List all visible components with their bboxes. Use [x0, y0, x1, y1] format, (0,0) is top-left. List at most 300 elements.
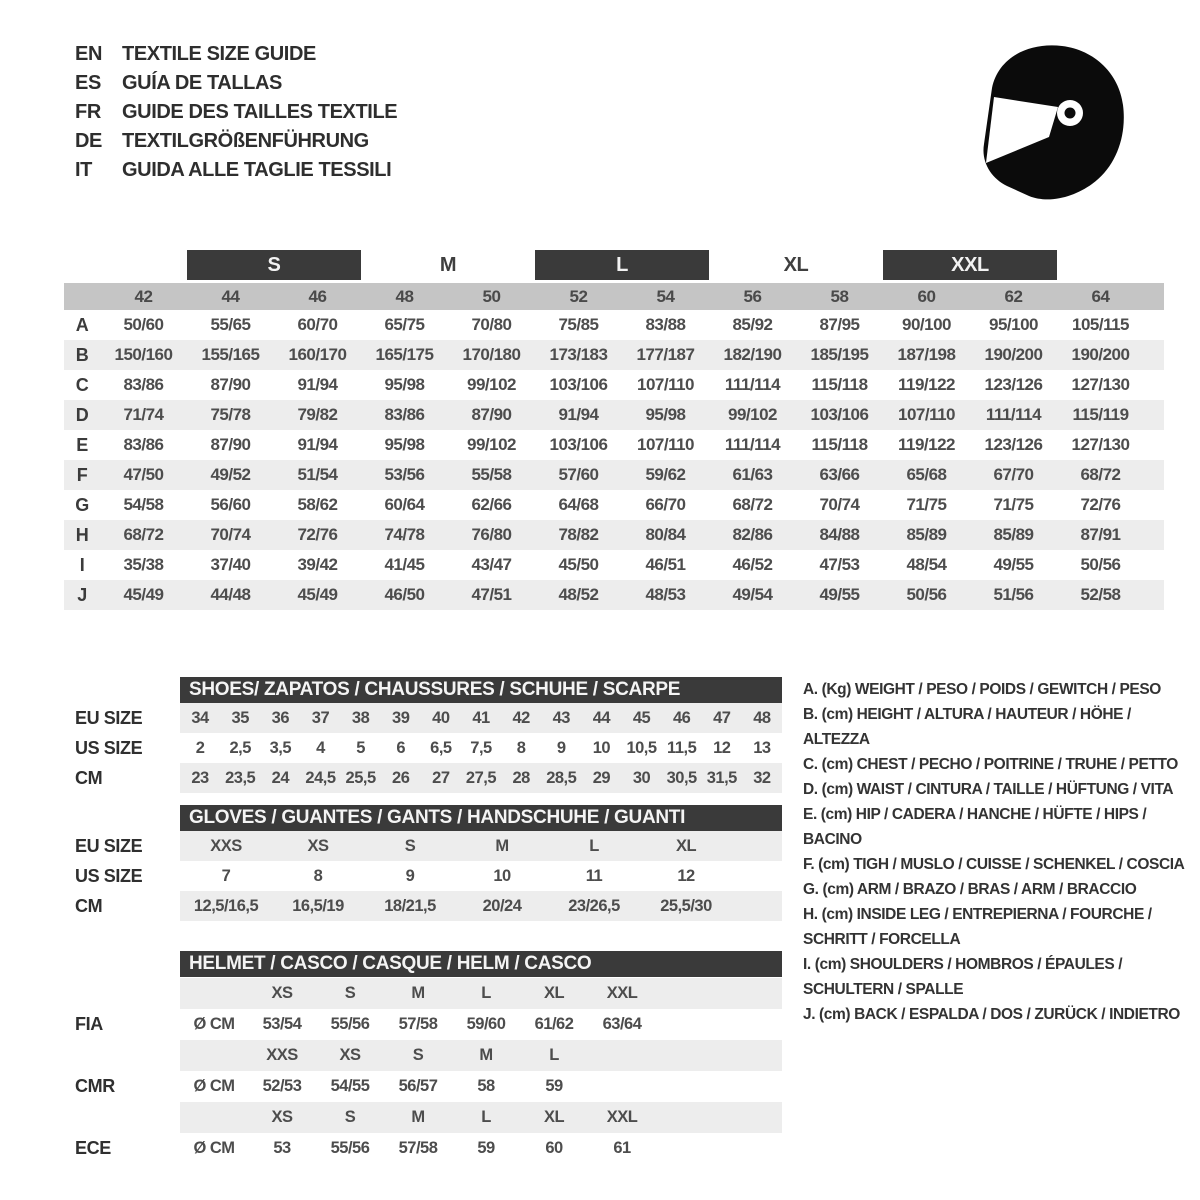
main-size-table	[64, 250, 1164, 610]
table-row-c	[64, 370, 1164, 400]
size-group-header-row	[64, 250, 1164, 280]
size-group-spacer	[64, 250, 187, 280]
table-cell: 165/175	[375, 345, 434, 364]
table-cell: 99/102	[467, 375, 516, 394]
row-letter: G	[75, 494, 89, 515]
size-column-header: 46	[308, 286, 327, 306]
table-cell: 99/102	[728, 405, 777, 424]
table-cell: 68/72	[123, 525, 164, 544]
table-cell: 85/89	[906, 525, 947, 544]
table-row-b	[64, 340, 1164, 370]
language-code: IT	[75, 159, 92, 181]
table-cell: 27	[432, 768, 450, 787]
table-cell: 78/82	[558, 525, 599, 544]
helmet-size-header: S	[412, 1046, 424, 1064]
empty-cell	[180, 1102, 248, 1133]
table-cell: S	[404, 836, 416, 855]
table-cell: 72/76	[1080, 495, 1121, 514]
helmet-values-row-cmr	[180, 1071, 782, 1102]
table-cell: 47/53	[819, 555, 860, 574]
helmet-size-header: XXS	[266, 1046, 298, 1064]
table-cell: 44/48	[210, 585, 251, 604]
table-cell: 54/58	[123, 495, 164, 514]
shoes-us-row	[180, 733, 782, 763]
language-title: TEXTILGRÖßENFÜHRUNG	[122, 130, 369, 152]
row-letter: C	[75, 374, 89, 395]
table-cell: 75/78	[210, 405, 251, 424]
table-cell: 5	[356, 738, 365, 757]
table-cell: 24,5	[305, 768, 336, 787]
helmet-size-header: XS	[271, 984, 293, 1002]
table-cell: 76/80	[471, 525, 512, 544]
table-cell: 44	[592, 708, 611, 727]
helmet-fia-label: FIA	[75, 1014, 103, 1034]
table-cell: 70/74	[210, 525, 251, 544]
gloves-eu-size-label: EU SIZE	[75, 835, 143, 856]
table-cell: 6	[396, 738, 406, 757]
table-cell: 61/63	[732, 465, 773, 484]
table-cell: 150/160	[114, 345, 173, 364]
table-cell: 71/74	[123, 405, 164, 424]
diameter-unit-cell: Ø CM	[193, 1077, 235, 1095]
table-cell: 67/70	[993, 465, 1034, 484]
helmet-size-header: XXL	[606, 984, 638, 1002]
table-cell: 95/98	[645, 405, 686, 424]
size-column-header: 52	[569, 286, 588, 306]
size-column-header: 62	[1004, 286, 1023, 306]
table-cell: 9	[556, 738, 566, 757]
table-cell: 55/56	[330, 1139, 370, 1157]
table-cell: 11,5	[667, 738, 697, 757]
table-cell: 119/122	[897, 375, 955, 394]
table-cell: 53/56	[384, 465, 425, 484]
table-cell: 45/50	[558, 555, 599, 574]
table-cell: 7,5	[470, 738, 492, 757]
shoes-cm-row	[180, 763, 782, 793]
helmet-size-header: XL	[543, 1108, 565, 1126]
table-cell: 107/110	[636, 435, 694, 454]
table-cell: 103/106	[810, 405, 869, 424]
empty-cell	[180, 978, 248, 1009]
table-cell: 42	[512, 708, 530, 727]
table-cell: 50/56	[906, 585, 947, 604]
table-cell: 49/55	[993, 555, 1034, 574]
legend-item: C. (cm) CHEST / PECHO / POITRINE / TRUHE / PETTO	[803, 756, 1178, 773]
table-cell: 27,5	[465, 768, 497, 787]
language-title: GUIDE DES TAILLES TEXTILE	[122, 101, 398, 123]
language-title: GUÍA DE TALLAS	[122, 72, 282, 94]
table-cell: 3,5	[269, 738, 292, 757]
table-cell: 34	[191, 708, 209, 727]
table-cell: 111/114	[724, 435, 781, 454]
table-cell: 87/95	[819, 315, 860, 334]
shoes-eu-size-label: EU SIZE	[75, 707, 143, 728]
gloves-table-title: GLOVES / GUANTES / GANTS / HANDSCHUHE / GUANTI	[180, 805, 782, 831]
table-cell: 29	[592, 768, 611, 787]
table-cell: 50/56	[1080, 555, 1121, 574]
table-cell: 23	[191, 768, 209, 787]
table-cell: 115/118	[811, 375, 868, 394]
size-column-header: 42	[134, 286, 153, 306]
table-cell: 57/58	[398, 1139, 438, 1157]
table-cell: 115/119	[1072, 405, 1129, 424]
legend-item: E. (cm) HIP / CADERA / HANCHE / HÜFTE / HIPS / BACINO	[803, 806, 1147, 848]
table-cell: 123/126	[984, 375, 1043, 394]
language-row	[75, 40, 397, 69]
language-code: EN	[75, 43, 102, 65]
table-cell: 52/53	[262, 1077, 302, 1095]
helmet-cmr-label: CMR	[75, 1076, 115, 1096]
helmet-sizes-row-ece	[180, 1102, 782, 1133]
table-cell: 66/70	[645, 495, 686, 514]
table-cell: 46/51	[645, 555, 686, 574]
table-cell: 25,5/30	[660, 896, 712, 915]
table-cell: 8	[516, 738, 526, 757]
language-row	[75, 127, 397, 156]
table-cell: 30	[632, 768, 651, 787]
helmet-size-header: XS	[339, 1046, 361, 1064]
table-cell: 87/90	[471, 405, 512, 424]
table-row-f	[64, 460, 1164, 490]
table-cell: 57/58	[398, 1015, 438, 1033]
table-cell: 45	[632, 708, 651, 727]
table-cell: 65/75	[384, 315, 425, 334]
table-cell: 64/68	[558, 495, 599, 514]
table-cell: 6,5	[430, 738, 452, 757]
row-letter: I	[79, 554, 85, 575]
table-cell: 10,5	[626, 738, 657, 757]
table-cell: 85/92	[732, 315, 773, 334]
shoes-cm-label: CM	[75, 767, 103, 788]
table-cell: 57/60	[558, 465, 599, 484]
table-cell: 187/198	[897, 345, 956, 364]
table-cell: 68/72	[732, 495, 773, 514]
table-cell: 83/88	[645, 315, 686, 334]
size-column-header: 56	[743, 286, 762, 306]
full-face-helmet-icon	[978, 42, 1138, 214]
gloves-cm-row	[180, 891, 782, 921]
table-cell: 40	[432, 708, 450, 727]
table-row-d	[64, 400, 1164, 430]
table-cell: 61/62	[534, 1015, 574, 1033]
table-row-j	[64, 580, 1164, 610]
helmet-size-header: L	[481, 1108, 491, 1126]
gloves-cm-label: CM	[75, 895, 103, 916]
legend-item: D. (cm) WAIST / CINTURA / TAILLE / HÜFTUNG / VITA	[803, 781, 1174, 798]
table-cell: 50/60	[123, 315, 164, 334]
table-cell: 49/55	[819, 585, 860, 604]
helmet-size-header: S	[344, 984, 356, 1002]
table-cell: 107/110	[636, 375, 694, 394]
row-letter: J	[77, 584, 87, 605]
table-cell: 99/102	[467, 435, 516, 454]
table-cell: 63/66	[819, 465, 860, 484]
table-cell: 2	[195, 738, 205, 757]
diameter-unit-cell: Ø CM	[193, 1139, 235, 1157]
table-cell: 72/76	[297, 525, 338, 544]
size-group-xl: XL	[783, 253, 809, 276]
size-group-l: L	[535, 250, 709, 280]
size-column-header: 58	[830, 286, 849, 306]
language-row	[75, 69, 397, 98]
measurement-legend	[803, 677, 1200, 1027]
table-cell: 12,5/16,5	[193, 896, 259, 915]
size-group-m: M	[439, 253, 457, 276]
language-code: ES	[75, 72, 101, 94]
table-cell: 79/82	[297, 405, 338, 424]
table-cell: 43	[552, 708, 570, 727]
table-cell: 43/47	[471, 555, 512, 574]
helmet-table-title: HELMET / CASCO / CASQUE / HELM / CASCO	[180, 951, 782, 977]
table-cell: 74/78	[384, 525, 425, 544]
table-cell: 123/126	[984, 435, 1043, 454]
table-cell: 85/89	[993, 525, 1034, 544]
table-cell: 47/51	[471, 585, 512, 604]
table-row-i	[64, 550, 1164, 580]
table-cell: 13	[753, 738, 771, 757]
table-cell: 38	[351, 708, 370, 727]
table-cell: 71/75	[993, 495, 1034, 514]
table-cell: 51/54	[297, 465, 338, 484]
size-group-s: S	[187, 250, 361, 280]
helmet-size-header: XS	[271, 1108, 293, 1126]
table-cell: 80/84	[645, 525, 686, 544]
table-cell: 55/58	[471, 465, 512, 484]
table-cell: 25,5	[345, 768, 376, 787]
legend-item: I. (cm) SHOULDERS / HOMBROS / ÉPAULES / SCHULTERN / SPALLE	[803, 956, 1123, 998]
table-cell: 115/118	[811, 435, 868, 454]
table-cell: 7	[221, 866, 231, 885]
table-cell: 95/98	[384, 435, 425, 454]
table-cell: XS	[307, 836, 329, 855]
table-cell: 87/90	[210, 435, 251, 454]
table-cell: 160/170	[288, 345, 347, 364]
row-letter: D	[75, 404, 89, 425]
table-cell: M	[495, 836, 509, 855]
table-cell: 56/57	[398, 1077, 438, 1095]
language-row	[75, 98, 397, 127]
table-cell: 9	[405, 866, 415, 885]
table-cell: 59	[477, 1139, 495, 1157]
helmet-size-header: S	[344, 1108, 356, 1126]
row-letter: H	[75, 524, 89, 545]
table-cell: 48	[753, 708, 771, 727]
helmet-values-row-ece	[180, 1133, 782, 1164]
table-cell: 2,5	[229, 738, 251, 757]
table-cell: 28	[512, 768, 530, 787]
table-cell: 185/195	[810, 345, 869, 364]
table-cell: 65/68	[906, 465, 947, 484]
table-cell: 46	[672, 708, 691, 727]
helmet-sizes-row-cmr	[180, 1040, 782, 1071]
table-cell: 83/86	[123, 435, 164, 454]
table-cell: 60/64	[384, 495, 425, 514]
table-cell: XXS	[210, 836, 242, 855]
table-cell: 49/54	[732, 585, 773, 604]
table-cell: 111/114	[985, 405, 1042, 424]
table-cell: 91/94	[297, 375, 338, 394]
table-cell: 4	[316, 738, 325, 757]
table-cell: 190/200	[1071, 345, 1130, 364]
table-cell: 84/88	[819, 525, 860, 544]
table-cell: 127/130	[1071, 375, 1130, 394]
size-column-header: 48	[395, 286, 414, 306]
language-list	[75, 40, 397, 185]
helmet-size-header: XXL	[606, 1108, 638, 1126]
table-cell: 49/52	[210, 465, 251, 484]
table-cell: 190/200	[984, 345, 1043, 364]
table-cell: 10	[592, 738, 611, 757]
table-cell: 35/38	[123, 555, 164, 574]
legend-item: H. (cm) INSIDE LEG / ENTREPIERNA / FOURCHE / SCHRITT / FORCELLA	[803, 906, 1152, 948]
table-cell: L	[589, 836, 599, 855]
table-cell: 87/91	[1080, 525, 1121, 544]
table-cell: 53/54	[262, 1015, 302, 1033]
table-cell: 177/187	[636, 345, 695, 364]
shoes-table-title: SHOES/ ZAPATOS / CHAUSSURES / SCHUHE / SCARPE	[180, 677, 782, 703]
table-cell: 103/106	[549, 435, 608, 454]
size-column-header: 44	[221, 286, 240, 306]
table-cell: 75/85	[558, 315, 599, 334]
table-row-h	[64, 520, 1164, 550]
table-cell: 37	[311, 708, 330, 727]
table-cell: 91/94	[558, 405, 599, 424]
corner-spacer-cell	[64, 283, 100, 310]
legend-item: J. (cm) BACK / ESPALDA / DOS / ZURÜCK / INDIETRO	[803, 1006, 1180, 1023]
table-cell: 12	[677, 866, 695, 885]
table-cell: 173/183	[549, 345, 608, 364]
table-cell: 155/165	[201, 345, 260, 364]
table-cell: 111/114	[724, 375, 781, 394]
table-cell: 48/53	[645, 585, 686, 604]
table-cell: 45/49	[123, 585, 164, 604]
row-letter: B	[75, 344, 89, 365]
table-cell: 54/55	[330, 1077, 370, 1095]
table-cell: 59/60	[466, 1015, 506, 1033]
language-code: FR	[75, 101, 101, 123]
size-column-header: 64	[1091, 286, 1110, 306]
table-cell: 90/100	[902, 315, 951, 334]
table-cell: 46/50	[384, 585, 425, 604]
table-cell: 60/70	[297, 315, 338, 334]
helmet-ece-label: ECE	[75, 1138, 111, 1158]
numeric-size-header-row	[64, 283, 1164, 310]
row-letter: F	[76, 464, 88, 485]
language-row	[75, 156, 397, 185]
shoes-us-size-label: US SIZE	[75, 737, 143, 758]
table-cell: 47	[713, 708, 731, 727]
main-size-table-body	[64, 310, 1164, 610]
table-cell: 119/122	[897, 435, 955, 454]
helmet-size-header: M	[411, 1108, 425, 1126]
row-letter: E	[76, 434, 88, 455]
table-cell: 51/56	[993, 585, 1034, 604]
table-cell: 83/86	[384, 405, 425, 424]
table-cell: 59/62	[645, 465, 686, 484]
table-cell: 70/80	[471, 315, 512, 334]
table-cell: 68/72	[1080, 465, 1121, 484]
table-cell: 26	[392, 768, 410, 787]
helmet-sizes-row-fia	[180, 978, 782, 1009]
table-cell: 12	[713, 738, 731, 757]
gloves-us-row	[180, 861, 782, 891]
table-cell: 36	[271, 708, 289, 727]
table-cell: 41	[472, 708, 490, 727]
table-cell: 45/49	[297, 585, 338, 604]
size-column-header: 50	[482, 286, 501, 306]
table-cell: 23,5	[225, 768, 256, 787]
empty-cell	[180, 1040, 248, 1071]
table-cell: 28,5	[546, 768, 577, 787]
helmet-size-header: L	[481, 984, 491, 1002]
table-cell: 10	[493, 866, 511, 885]
table-cell: 59	[545, 1077, 563, 1095]
table-cell: 87/90	[210, 375, 251, 394]
gloves-us-size-label: US SIZE	[75, 865, 143, 886]
table-cell: 63/64	[602, 1015, 642, 1033]
table-cell: 91/94	[297, 435, 338, 454]
table-cell: 8	[313, 866, 323, 885]
helmet-size-header: M	[479, 1046, 493, 1064]
legend-item: B. (cm) HEIGHT / ALTURA / HAUTEUR / HÖHE / ALTEZZA	[803, 706, 1131, 748]
table-cell: 18/21,5	[384, 896, 436, 915]
table-cell: 127/130	[1071, 435, 1130, 454]
table-cell: 83/86	[123, 375, 164, 394]
language-title: GUIDA ALLE TAGLIE TESSILI	[122, 159, 392, 181]
table-cell: 35	[231, 708, 249, 727]
table-cell: 31,5	[706, 768, 737, 787]
table-cell: 105/115	[1071, 315, 1129, 334]
legend-item: A. (Kg) WEIGHT / PESO / POIDS / GEWITCH / PESO	[803, 681, 1161, 698]
table-cell: 70/74	[819, 495, 860, 514]
language-code: DE	[75, 130, 102, 152]
table-cell: 170/180	[462, 345, 521, 364]
table-cell: 56/60	[210, 495, 251, 514]
table-cell: 32	[753, 768, 771, 787]
table-cell: 60	[545, 1139, 563, 1157]
table-cell: 48/52	[558, 585, 599, 604]
table-cell: 16,5/19	[292, 896, 344, 915]
diameter-unit-cell: Ø CM	[193, 1015, 235, 1033]
table-row-g	[64, 490, 1164, 520]
table-cell: 82/86	[732, 525, 773, 544]
table-cell: 52/58	[1080, 585, 1121, 604]
table-cell: 95/98	[384, 375, 425, 394]
table-cell: 58/62	[297, 495, 338, 514]
table-cell: 47/50	[123, 465, 164, 484]
table-cell: 58	[477, 1077, 495, 1095]
table-cell: 30,5	[666, 768, 697, 787]
table-cell: 24	[271, 768, 289, 787]
table-cell: 11	[585, 866, 603, 885]
table-cell: 39/42	[297, 555, 338, 574]
table-cell: 71/75	[906, 495, 947, 514]
helmet-size-header: L	[549, 1046, 559, 1064]
size-column-header: 60	[917, 286, 936, 306]
table-cell: XL	[675, 836, 697, 855]
table-cell: 95/100	[989, 315, 1038, 334]
table-row-a	[64, 310, 1164, 340]
table-cell: 46/52	[732, 555, 773, 574]
table-cell: 53	[273, 1139, 291, 1157]
table-cell: 23/26,5	[568, 896, 620, 915]
size-group-xxl: XXL	[883, 250, 1057, 280]
table-cell: 62/66	[471, 495, 512, 514]
legend-item: F. (cm) TIGH / MUSLO / CUISSE / SCHENKEL / COSCIA	[803, 856, 1185, 873]
language-title: TEXTILE SIZE GUIDE	[122, 43, 316, 65]
table-cell: 41/45	[384, 555, 425, 574]
gloves-eu-row	[180, 831, 782, 861]
